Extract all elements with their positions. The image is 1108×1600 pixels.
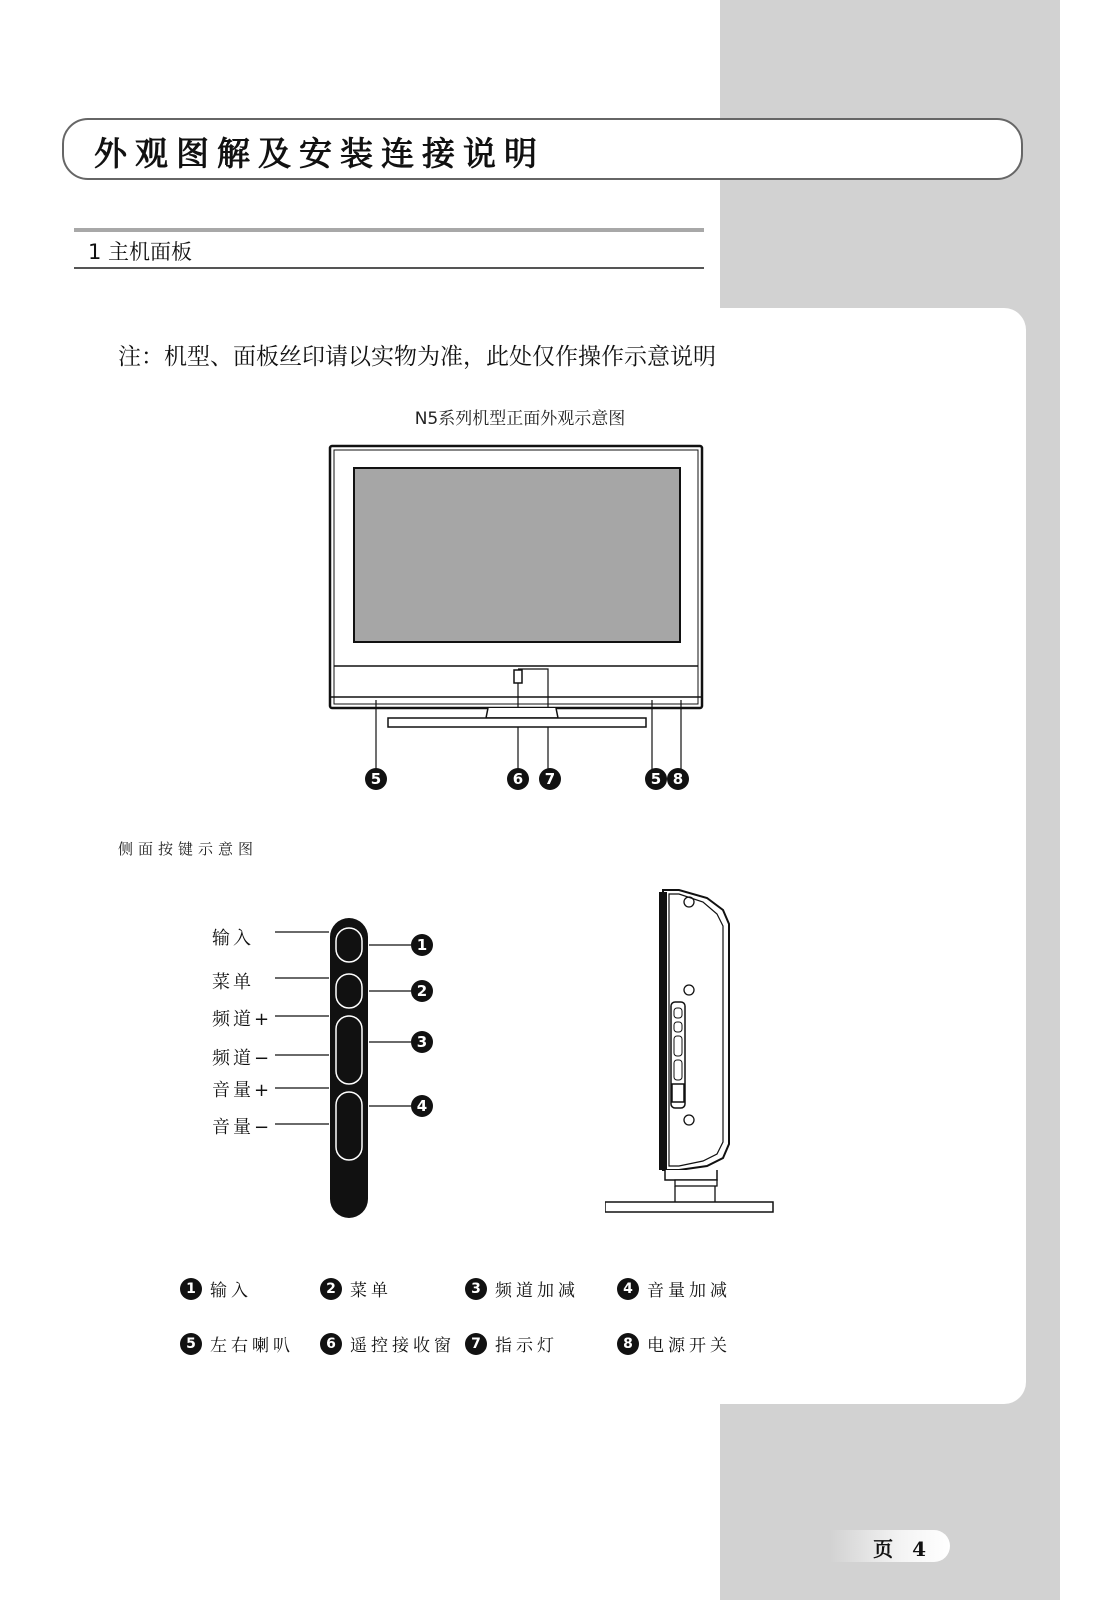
key-label-volume-up: 音量+ [212,1080,273,1101]
stand-neck [486,708,558,718]
section-divider-bottom [74,267,704,269]
callout-5-right [645,768,667,790]
legend-number: 1 [180,1278,202,1300]
ir-window [514,670,522,683]
svg-text:4: 4 [416,1097,428,1115]
title-box [62,118,1023,180]
legend-number: 2 [320,1278,342,1300]
tv-side-power-key [672,1084,684,1102]
key-label-channel-down: 频道− [212,1048,273,1069]
callout-6 [507,768,529,790]
legend-label: 音量加减 [647,1281,731,1301]
svg-text:5: 5 [650,770,662,788]
legend-label: 电源开关 [647,1336,731,1356]
legend-number: 4 [617,1278,639,1300]
callout-8 [667,768,689,790]
key-label-input: 输入 [212,928,254,949]
callout-3 [411,1031,433,1053]
side-view-caption: 侧面按键示意图 [118,840,259,858]
legend-item-ir-window [320,1331,455,1356]
legend-item-power [617,1331,731,1356]
callout-5-left [365,768,387,790]
svg-text:1: 1 [416,936,428,954]
legend-item-menu [320,1276,392,1301]
page-number-badge [830,1530,950,1562]
callout-4 [411,1095,433,1117]
legend-label: 指示灯 [495,1336,558,1356]
svg-text:8: 8 [672,770,684,788]
legend-number: 7 [465,1333,487,1355]
page-title: 外观图解及安装连接说明 [94,134,545,173]
legend-item-input [180,1276,252,1301]
tv-side-key-2 [674,1022,682,1032]
section-divider-top [74,228,704,232]
tv-front-diagram [300,432,740,812]
legend-label: 频道加减 [495,1281,579,1301]
tv-side-stand-foot [675,1180,717,1186]
legend-number: 3 [465,1278,487,1300]
tv-side-diagram [605,884,805,1224]
svg-text:6: 6 [512,770,524,788]
svg-text:2: 2 [416,982,428,1000]
legend-label: 遥控接收窗 [350,1336,455,1356]
svg-text:7: 7 [544,770,556,788]
legend-label: 菜单 [350,1281,392,1301]
callout-1 [411,934,433,956]
tv-side-front-edge [659,892,667,1170]
tv-side-stand-neck [665,1170,717,1180]
svg-text:5: 5 [370,770,382,788]
legend-label: 左右喇叭 [210,1336,294,1356]
tv-side-key-3 [674,1036,682,1056]
svg-text:3: 3 [416,1033,428,1051]
legend-item-channel [465,1276,579,1301]
callout-7 [539,768,561,790]
key-label-volume-down: 音量− [212,1117,273,1138]
tv-side-key-4 [674,1060,682,1080]
section-title: 1 主机面板 [88,240,193,264]
legend-item-indicator [465,1331,558,1356]
page-number: 页 4 [873,1537,932,1561]
callout-2 [411,980,433,1002]
tv-side-key-1 [674,1008,682,1018]
legend-number: 6 [320,1333,342,1355]
key-label-channel-up: 频道+ [212,1009,273,1030]
key-label-menu: 菜单 [212,972,254,993]
legend-item-volume [617,1276,731,1301]
legend-number: 8 [617,1333,639,1355]
front-view-caption: N5系列机型正面外观示意图 [414,409,626,429]
stand-base [388,718,646,727]
note-text: 注：机型、面板丝印请以实物为准，此处仅作操作示意说明 [118,344,716,370]
legend-label: 输入 [210,1281,252,1301]
tv-screen [354,468,680,642]
legend-item-speakers [180,1331,294,1356]
legend-number: 5 [180,1333,202,1355]
tv-side-stand-base [605,1202,773,1212]
side-keys-diagram [195,912,465,1232]
